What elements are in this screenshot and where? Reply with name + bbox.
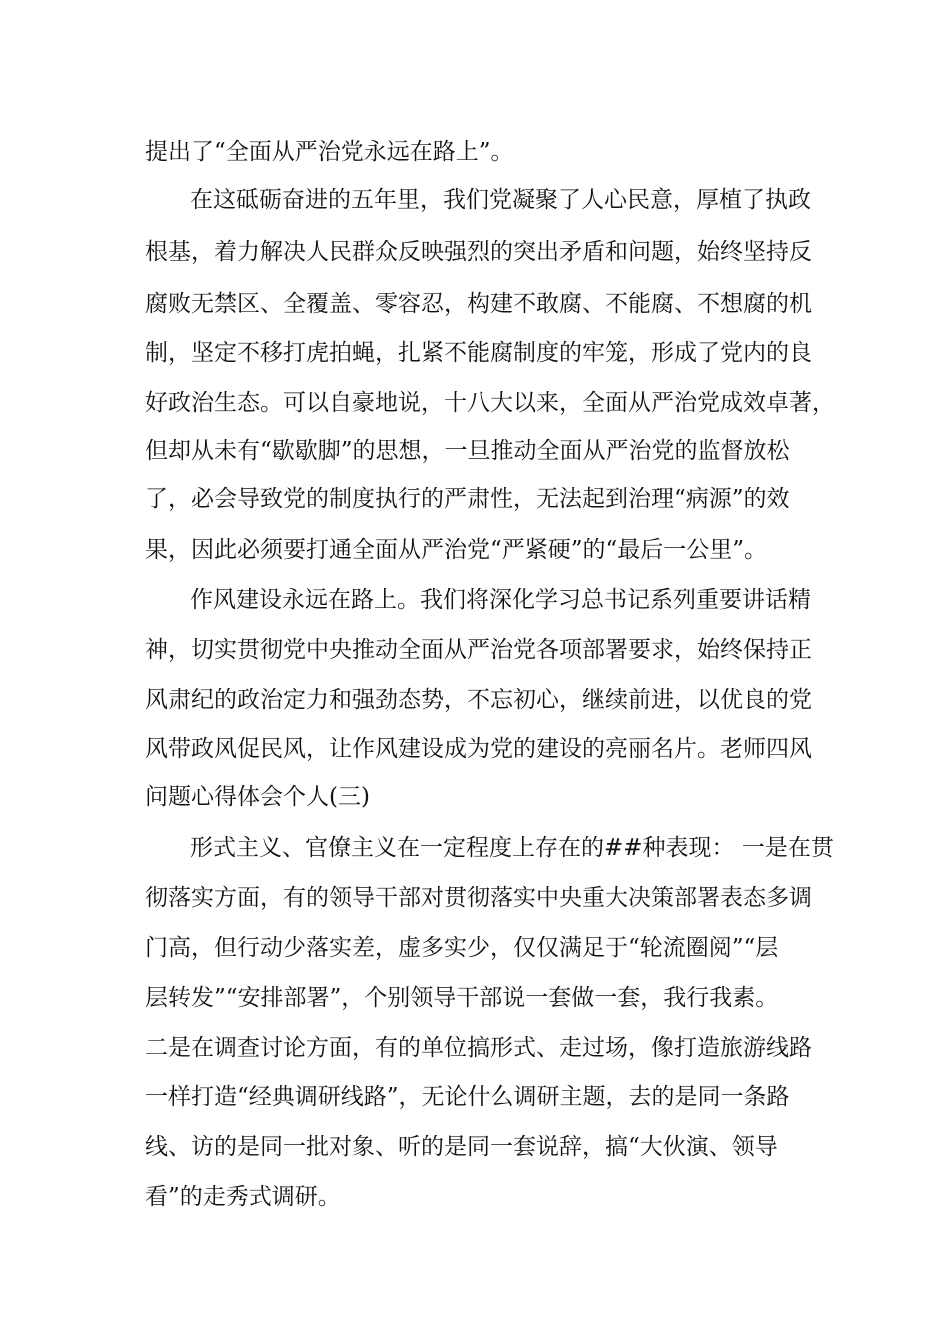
text-line-2: 在这砥砺奋进的五年里，我们党凝聚了人心民意，厚植了执政 <box>190 187 811 213</box>
text-line-11: 神，切实贯彻党中央推动全面从严治党各项部署要求，始终保持正 <box>145 637 812 663</box>
text-line-13: 风带政风促民风，让作风建设成为党的建设的亮丽名片。老师四风 <box>145 736 812 762</box>
text-line-18: 层转发”“安排部署”，个别领导干部说一套做一套，我行我素。 <box>145 985 779 1011</box>
text-line-5: 制，坚定不移打虎拍蝇，扎紧不能腐制度的牢笼，形成了党内的良 <box>145 340 812 366</box>
text-line-6: 好政治生态。可以自豪地说，十八大以来，全面从严治党成效卓著， <box>145 390 835 416</box>
text-line-17: 门高，但行动少落实差，虚多实少，仅仅满足于“轮流圈阅”“层 <box>145 935 779 961</box>
text-line-19: 二是在调查讨论方面，有的单位搞形式、走过场，像打造旅游线路 <box>145 1035 812 1061</box>
text-line-16: 彻落实方面，有的领导干部对贯彻落实中央重大决策部署表态多调 <box>145 885 812 911</box>
text-line-1: 提出了“全面从严治党永远在路上”。 <box>145 139 514 165</box>
text-line-22: 看”的走秀式调研。 <box>145 1184 341 1210</box>
text-line-9: 果，因此必须要打通全面从严治党“严紧硬”的“最后一公里”。 <box>145 537 768 563</box>
text-line-8: 了，必会导致党的制度执行的严肃性，无法起到治理“病源”的效 <box>145 486 790 512</box>
text-line-14: 问题心得体会个人(三) <box>145 784 370 810</box>
text-line-7: 但却从未有“歇歇脚”的思想，一旦推动全面从严治党的监督放松 <box>145 438 790 464</box>
text-line-15: 形式主义、官僚主义在一定程度上存在的##种表现： 一是在贯 <box>190 835 834 861</box>
text-line-12: 风肃纪的政治定力和强劲态势，不忘初心，继续前进，以优良的党 <box>145 687 812 713</box>
text-line-20: 一样打造“经典调研线路”，无论什么调研主题，去的是同一条路 <box>145 1084 790 1110</box>
text-line-10: 作风建设永远在路上。我们将深化学习总书记系列重要讲话精 <box>190 587 811 613</box>
text-line-21: 线、访的是同一批对象、听的是同一套说辞，搞“大伙演、领导 <box>145 1134 778 1160</box>
text-line-4: 腐败无禁区、全覆盖、零容忍，构建不敢腐、不能腐、不想腐的机 <box>145 291 812 317</box>
text-line-3: 根基，着力解决人民群众反映强烈的突出矛盾和问题，始终坚持反 <box>145 239 812 265</box>
